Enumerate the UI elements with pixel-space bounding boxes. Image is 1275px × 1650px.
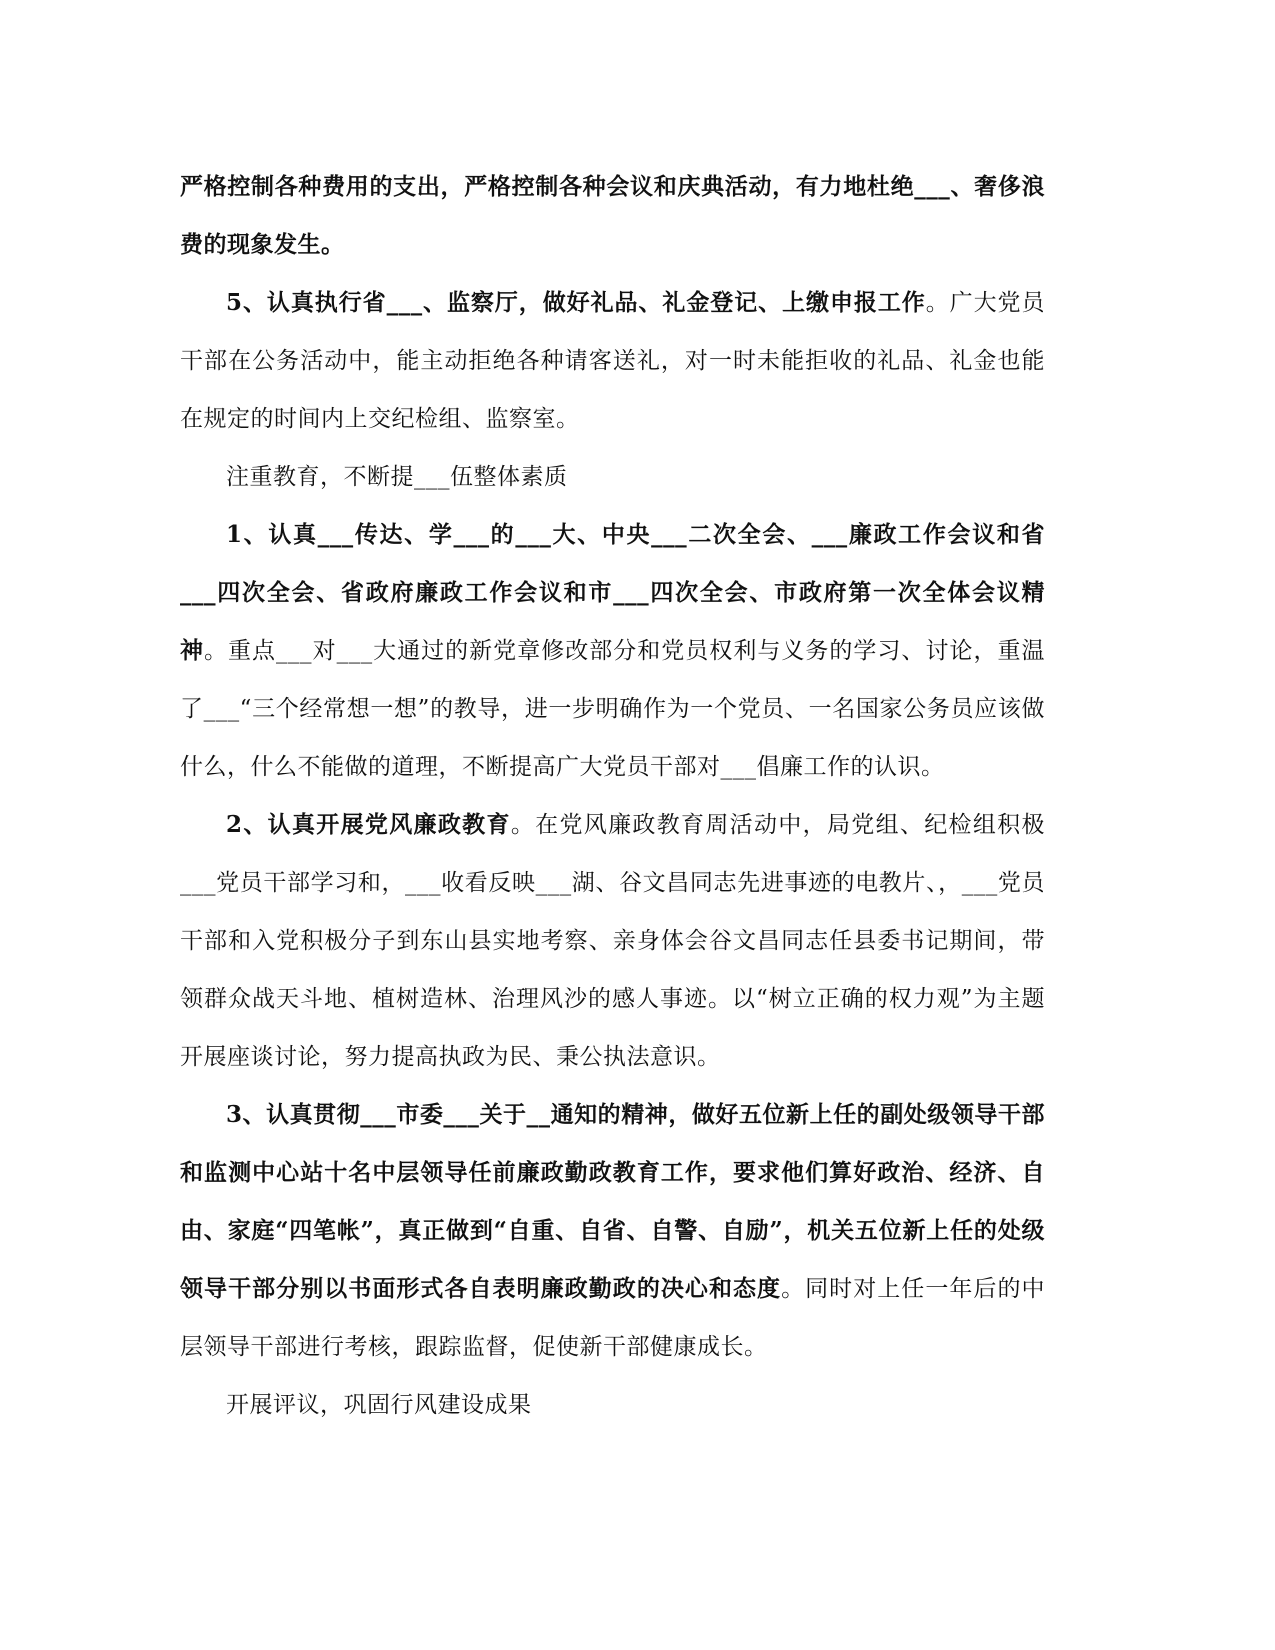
paragraph-5-bold: 2、认真开展党风廉政教育 — [226, 811, 511, 838]
section-heading-education — [180, 448, 1045, 506]
paragraph-6-text: 。同时对上任一年后的中层领导干部进行考核，跟踪监督，促使新干部健康成长。 — [180, 1276, 1046, 1360]
paragraph-2-text: 。广大党员干部在公务活动中，能主动拒绝各种请客送礼，对一时未能拒收的礼品、礼金也能在规定的时间内上交纪检组、监察室。 — [180, 290, 1045, 432]
paragraph-1-bold: 严格控制各种费用的支出，严格控制各种会议和庆典活动，有力地杜绝___、奢侈浪费的现象发生。 — [180, 173, 1045, 258]
paragraph-3-text: 注重教育，不断提___伍整体素质 — [226, 464, 568, 490]
section-heading-review — [180, 1376, 1045, 1434]
paragraph-4-bold: 1、认真___传达、学___的___大、中央___二次全会、___廉政工作会议和省___四次全会、省政府廉政工作会议和市___四次全会、市政府第一次全体会议精神 — [180, 521, 1045, 664]
paragraph-4-text: 。重点___对___大通过的新党章修改部分和党员权利与义务的学习、讨论，重温了___“三个经常想一想”的教导，进一步明确作为一个党员、一名国家公务员应该做什么，什么不能做的道理，不断提高广大党员干部对___倡廉工作的认识。 — [180, 638, 1046, 780]
paragraph-2-bold: 5、认真执行省___、监察厅，做好礼品、礼金登记、上缴申报工作 — [226, 289, 926, 316]
document-body — [180, 158, 1045, 1434]
paragraph-5-text: 。在党风廉政教育周活动中，局党组、纪检组积极___党员干部学习和，___收看反映___湖、谷文昌同志先进事迹的电教片、，___党员干部和入党积极分子到东山县实地考察、亲身体会谷文昌同志任县委书记期间，带领群众战天斗地、植树造林、治理风沙的感人事迹。以“树立正确的权力观”为主题开展座谈讨论，努力提高执政为民、秉公执法意识。 — [180, 812, 1046, 1070]
paragraph-1 — [180, 158, 1045, 274]
paragraph-5 — [180, 796, 1045, 1086]
paragraph-2 — [180, 274, 1045, 448]
paragraph-6 — [180, 1086, 1045, 1376]
paragraph-4 — [180, 506, 1045, 796]
paragraph-7-text: 开展评议，巩固行风建设成果 — [226, 1392, 532, 1418]
paragraph-6-bold: 3、认真贯彻___市委___关于__通知的精神，做好五位新上任的副处级领导干部和监测中心站十名中层领导任前廉政勤政教育工作，要求他们算好政治、经济、自由、家庭“四笔帐”，真正做到“自重、自省、自警、自励”，机关五位新上任的处级领导干部分别以书面形式各自表明廉政勤政的决心和态度 — [180, 1101, 1045, 1302]
